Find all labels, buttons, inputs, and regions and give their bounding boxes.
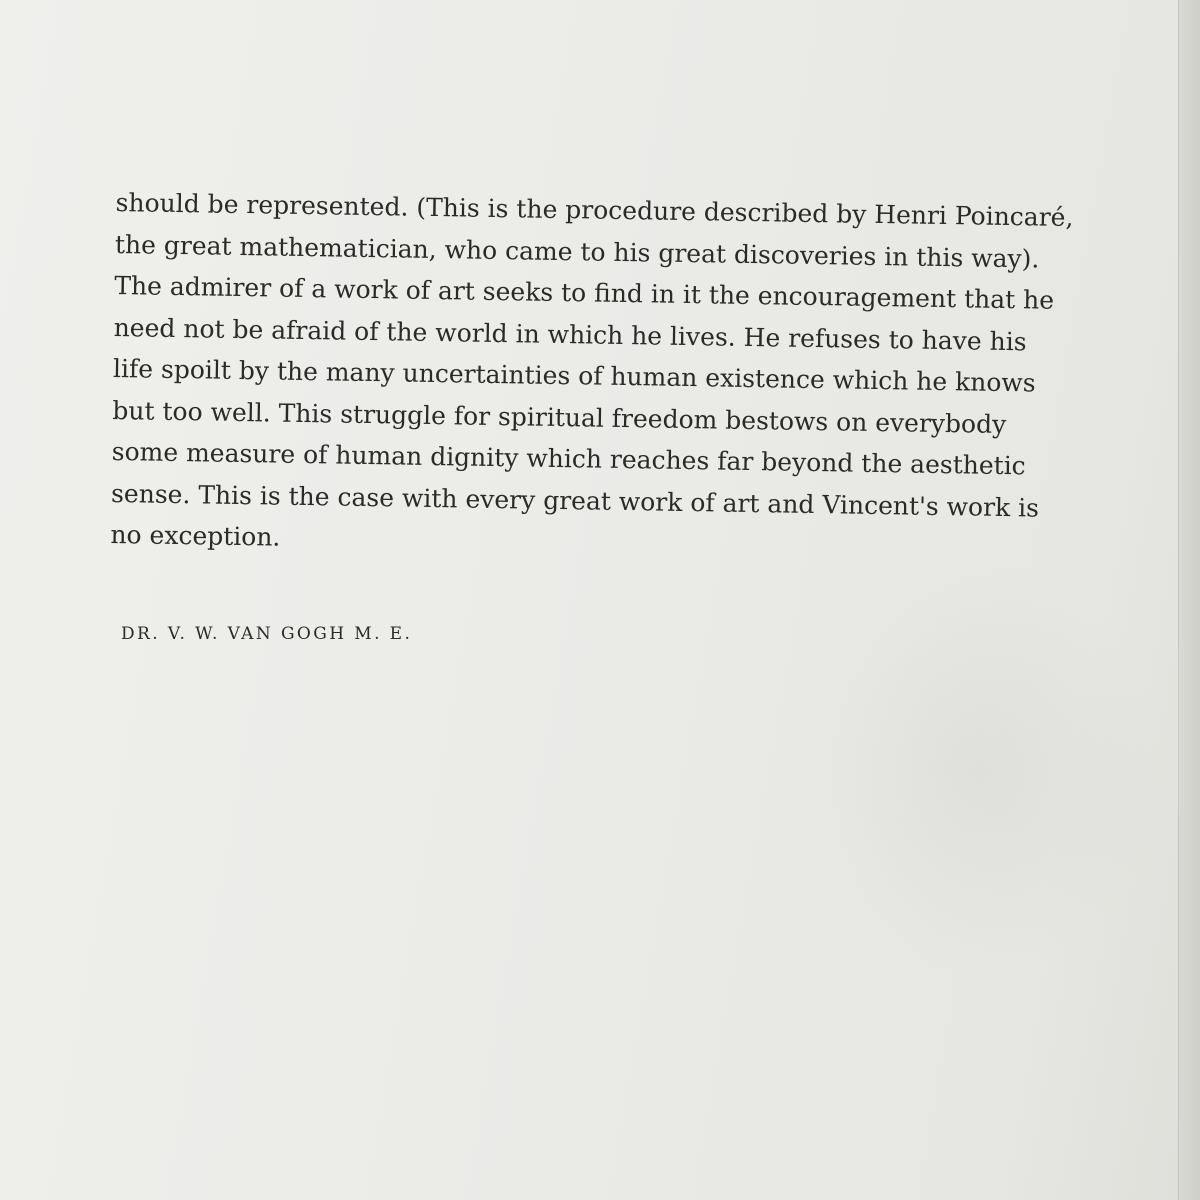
body-text bbox=[110, 182, 1096, 571]
body-line: life spoilt by the many uncertainties of human existence which he knows bbox=[112, 353, 1036, 398]
body-line: some measure of human dignity which reaches far beyond the aesthetic bbox=[111, 436, 1026, 481]
body-line: but too well. This struggle for spiritual freedom bestows on everybody bbox=[112, 395, 1007, 439]
body-line: the great mathematician, who came to his great discoveries in this way). bbox=[114, 229, 1040, 274]
author-signature: DR. V. W. VAN GOGH M. E. bbox=[121, 624, 413, 644]
body-line: no exception. bbox=[110, 519, 281, 552]
page-edge bbox=[1178, 0, 1200, 1200]
body-line: should be represented. (This is the procedure described by Henri Poincaré, bbox=[115, 187, 1074, 233]
body-line: The admirer of a work of art seeks to find in it the encouragement that he bbox=[114, 270, 1055, 315]
body-line: need not be afraid of the world in which he lives. He refuses to have his bbox=[113, 312, 1027, 356]
show-through-shadow bbox=[800, 560, 1160, 980]
body-line: sense. This is the case with every great work of art and Vincent's work is bbox=[110, 478, 1040, 523]
